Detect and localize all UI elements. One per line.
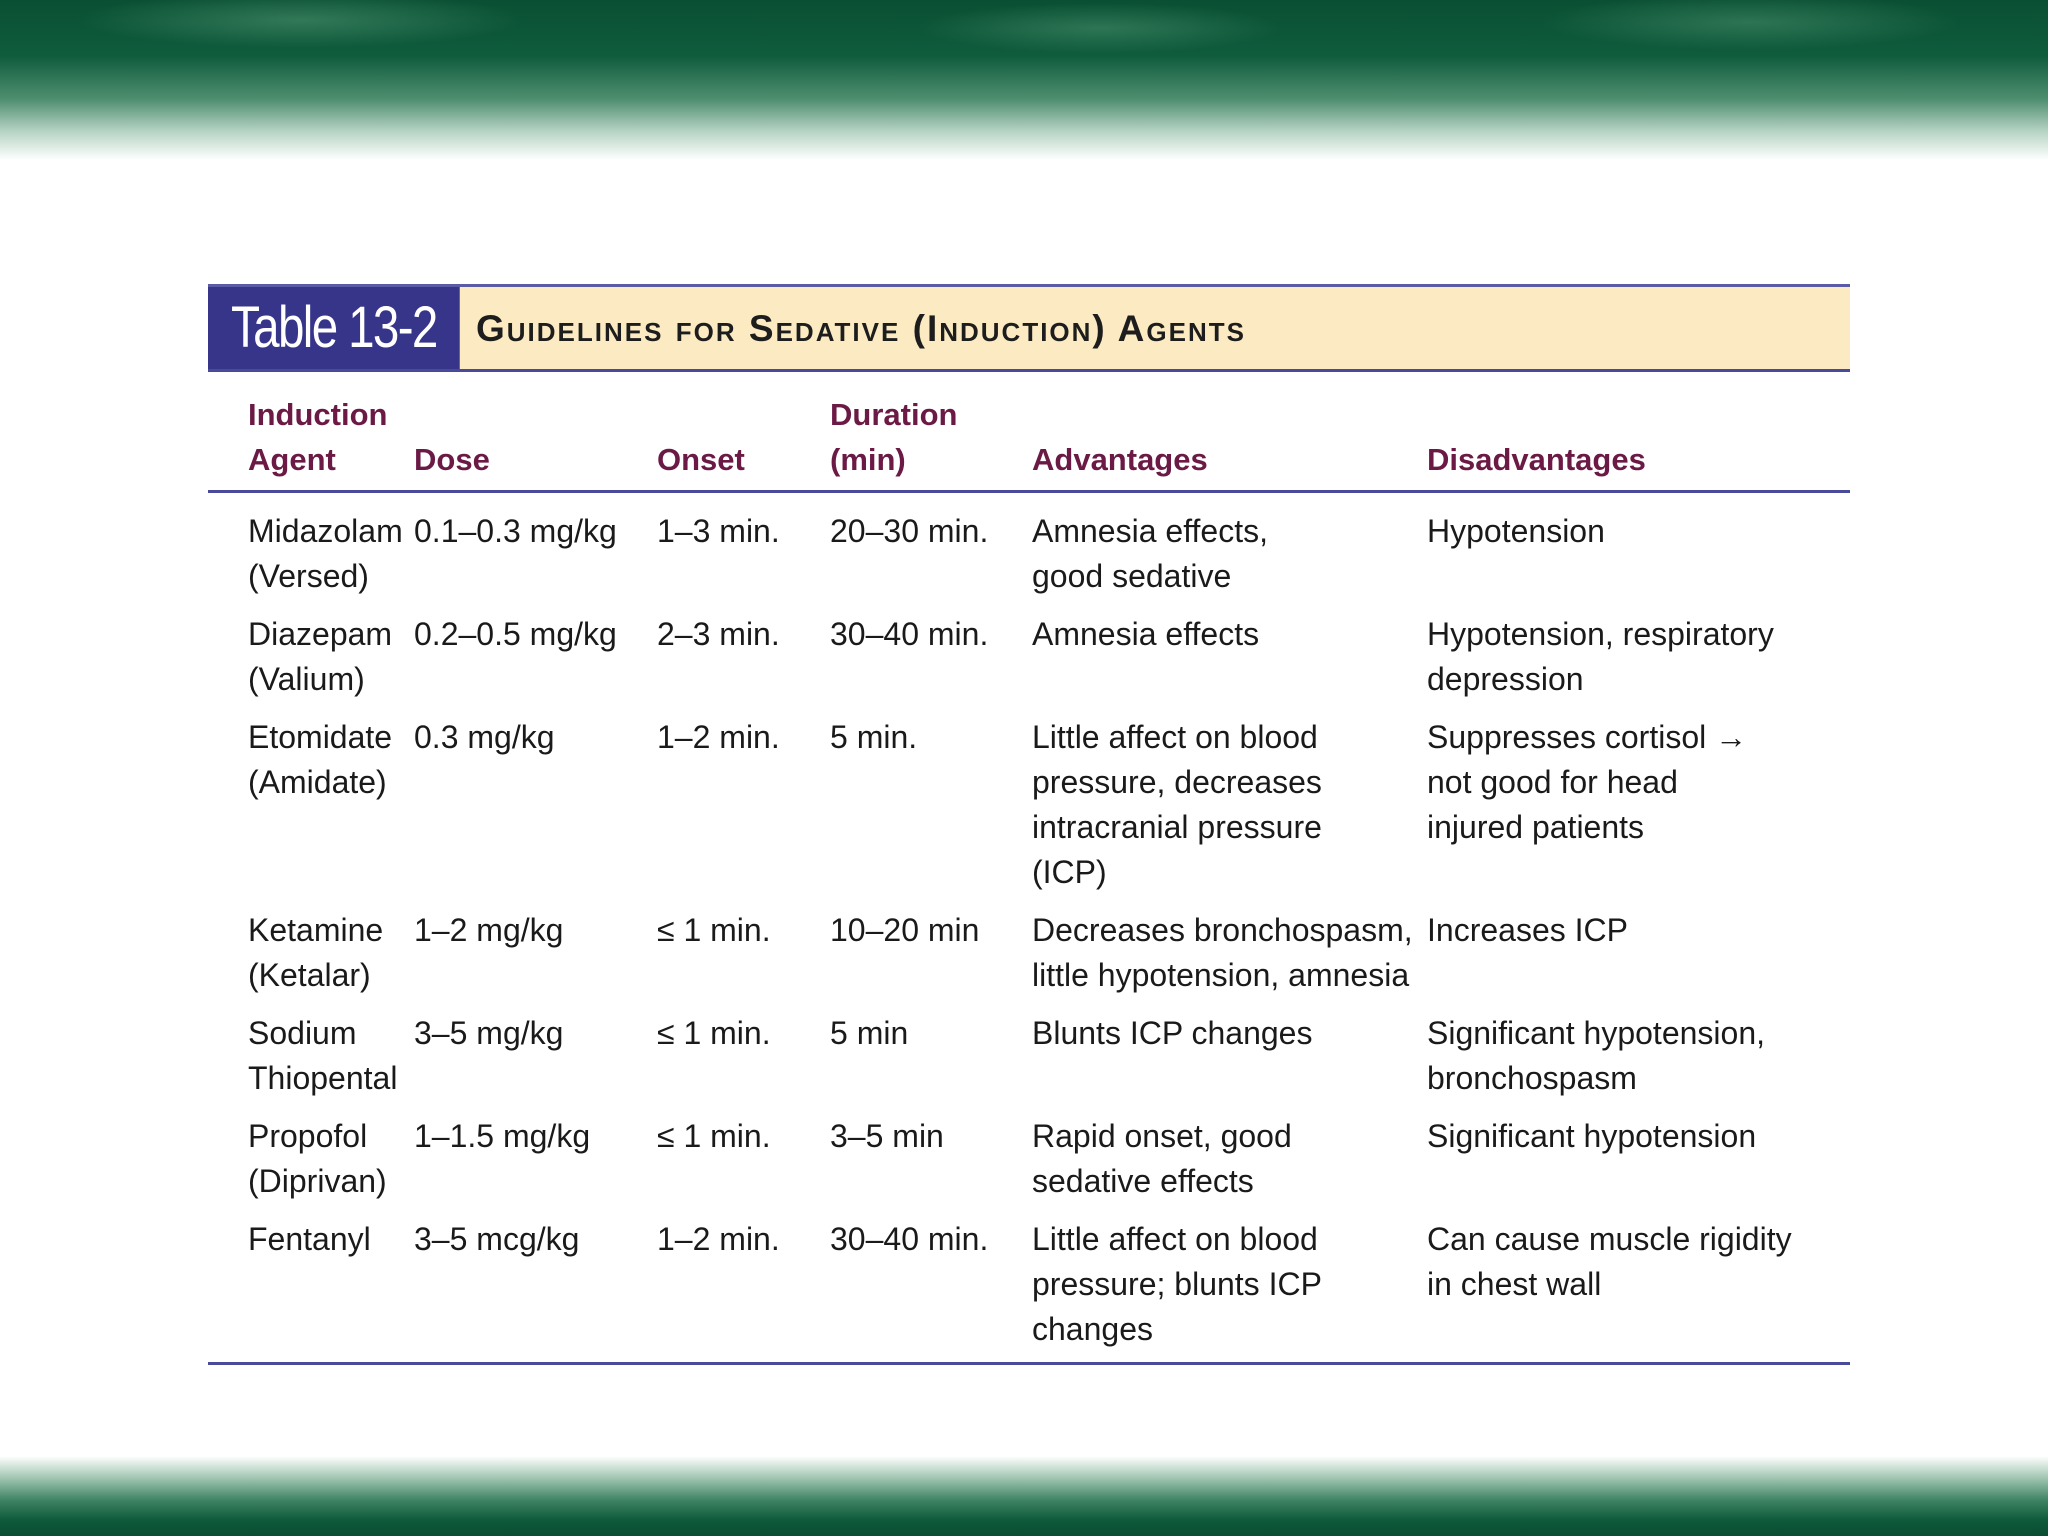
- data-table: [208, 372, 1850, 1365]
- cell-disadvantages: Significant hypotension: [1427, 1118, 1757, 1154]
- cell-disadvantages: Hypotension, respiratory depression: [1427, 616, 1774, 697]
- header-dose: Dose: [414, 372, 657, 492]
- cell-duration: 20–30 min.: [830, 513, 989, 549]
- cell-duration: 5 min: [830, 1015, 909, 1051]
- cell-onset: ≤ 1 min.: [657, 912, 771, 948]
- cell-disadvantages: Significant hypotension, bronchospasm: [1427, 1015, 1765, 1096]
- table-row: [208, 1011, 1850, 1114]
- table-row: [208, 612, 1850, 715]
- cell-onset: 1–2 min.: [657, 719, 780, 755]
- header-duration-line1: Duration: [830, 397, 958, 432]
- cell-agent: Sodium Thiopental: [248, 1015, 398, 1096]
- cell-duration: 10–20 min: [830, 912, 980, 948]
- cell-duration: 5 min.: [830, 719, 918, 755]
- table-row: [208, 1114, 1850, 1217]
- cell-dose: 1–1.5 mg/kg: [414, 1118, 591, 1154]
- slide-bottom-band: [0, 1456, 2048, 1536]
- cell-agent: Ketamine (Ketalar): [248, 912, 384, 993]
- cell-dose: 0.1–0.3 mg/kg: [414, 513, 617, 549]
- cell-disadvantages: Increases ICP: [1427, 912, 1628, 948]
- table-number: Table 13-2: [208, 287, 460, 369]
- cell-agent: Diazepam (Valium): [248, 616, 393, 697]
- cell-advantages: Little affect on blood pressure; blunts ICP changes: [1032, 1221, 1322, 1347]
- cell-duration: 30–40 min.: [830, 1221, 989, 1257]
- slide-top-band: [0, 0, 2048, 160]
- header-duration-line2: (min): [830, 442, 906, 477]
- table-title: Guidelines for Sedative (Induction) Agents: [476, 308, 1246, 349]
- table-row: [208, 492, 1850, 613]
- header-disadvantages: Disadvantages: [1427, 372, 1850, 492]
- header-duration: [830, 372, 1032, 492]
- table-row: [208, 908, 1850, 1011]
- cell-agent: Fentanyl: [248, 1221, 371, 1257]
- cell-agent: Propofol (Diprivan): [248, 1118, 387, 1199]
- cell-agent: Midazolam (Versed): [248, 513, 403, 594]
- cell-onset: ≤ 1 min.: [657, 1015, 771, 1051]
- header-onset: Onset: [657, 372, 830, 492]
- cell-dose: 3–5 mg/kg: [414, 1015, 564, 1051]
- cell-advantages: Amnesia effects, good sedative: [1032, 513, 1268, 594]
- cell-disadvantages: Hypotension: [1427, 513, 1605, 549]
- cell-disadvantages: Suppresses cortisol → not good for head injured patients: [1427, 719, 1748, 845]
- table-title-bar: [208, 284, 1850, 372]
- cell-advantages: Rapid onset, good sedative effects: [1032, 1118, 1292, 1199]
- cell-duration: 3–5 min: [830, 1118, 944, 1154]
- header-agent-line2: Agent: [248, 442, 336, 477]
- header-row: [208, 372, 1850, 492]
- cell-agent: Etomidate (Amidate): [248, 719, 393, 800]
- cell-onset: 2–3 min.: [657, 616, 780, 652]
- header-agent: [208, 372, 414, 492]
- cell-onset: 1–2 min.: [657, 1221, 780, 1257]
- cell-onset: ≤ 1 min.: [657, 1118, 771, 1154]
- cell-dose: 0.2–0.5 mg/kg: [414, 616, 617, 652]
- cell-advantages: Amnesia effects: [1032, 616, 1260, 652]
- cell-advantages: Little affect on blood pressure, decreases intracranial pressure (ICP): [1032, 719, 1322, 890]
- cell-dose: 1–2 mg/kg: [414, 912, 564, 948]
- cell-disadvantages: Can cause muscle rigidity in chest wall: [1427, 1221, 1792, 1302]
- sedative-table: [208, 284, 1850, 1365]
- cell-dose: 3–5 mcg/kg: [414, 1221, 580, 1257]
- table-row: [208, 715, 1850, 908]
- header-agent-line1: Induction: [248, 397, 388, 432]
- table-row: [208, 1217, 1850, 1364]
- header-advantages: Advantages: [1032, 372, 1427, 492]
- cell-dose: 0.3 mg/kg: [414, 719, 555, 755]
- cell-advantages: Decreases bronchospasm, little hypotension, amnesia: [1032, 912, 1413, 993]
- cell-duration: 30–40 min.: [830, 616, 989, 652]
- cell-onset: 1–3 min.: [657, 513, 780, 549]
- cell-advantages: Blunts ICP changes: [1032, 1015, 1313, 1051]
